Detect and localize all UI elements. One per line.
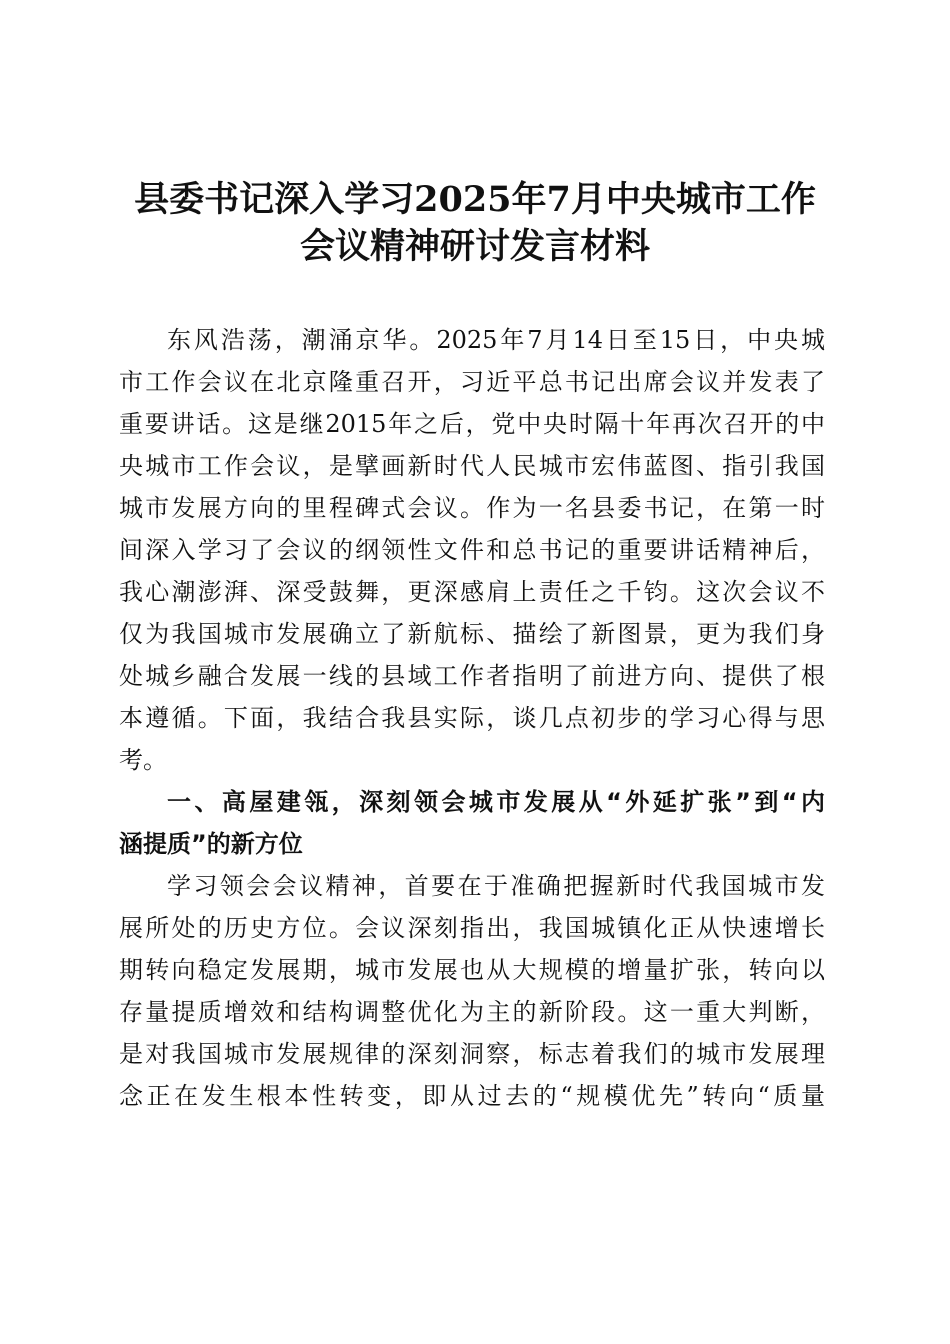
paragraph-line: 念正在发生根本性转变，即从过去的“规模优先”转向“质量 (119, 1082, 825, 1110)
title-line-2: 会议精神研讨发言材料 (299, 226, 650, 267)
paragraph-section-1 (119, 865, 825, 1117)
paragraph-line: 存量提质增效和结构调整优化为主的新阶段。这一重大判断， (119, 998, 825, 1026)
heading-line: 涵提质”的新方位 (119, 830, 303, 858)
paragraph-line: 重要讲话。这是继2015年之后，党中央时隔十年再次召开的中 (119, 410, 825, 438)
paragraph-line: 考。 (119, 746, 167, 774)
title-line-1: 县委书记深入学习2025年7月中央城市工作 (134, 179, 816, 220)
paragraph-line: 市工作会议在北京隆重召开，习近平总书记出席会议并发表了 (119, 368, 825, 396)
paragraph-line: 是对我国城市发展规律的深刻洞察，标志着我们的城市发展理 (119, 1040, 825, 1068)
paragraph-line: 东风浩荡，潮涌京华。2025年7月14日至15日，中央城 (167, 326, 825, 354)
heading-line: 一、高屋建瓴，深刻领会城市发展从“外延扩张”到“内 (167, 788, 825, 816)
paragraph-line: 间深入学习了会议的纲领性文件和总书记的重要讲话精神后， (119, 536, 825, 564)
document-body (119, 319, 825, 1117)
paragraph-intro (119, 319, 825, 781)
paragraph-line: 期转向稳定发展期，城市发展也从大规模的增量扩张，转向以 (119, 956, 825, 984)
paragraph-line: 城市发展方向的里程碑式会议。作为一名县委书记，在第一时 (119, 494, 825, 522)
paragraph-line: 仅为我国城市发展确立了新航标、描绘了新图景，更为我们身 (119, 620, 825, 648)
paragraph-line: 处城乡融合发展一线的县域工作者指明了前进方向、提供了根 (119, 662, 825, 690)
paragraph-line: 本遵循。下面，我结合我县实际，谈几点初步的学习心得与思 (119, 704, 825, 732)
document-title (110, 176, 840, 270)
paragraph-line: 央城市工作会议，是擘画新时代人民城市宏伟蓝图、指引我国 (119, 452, 825, 480)
section-heading-1 (119, 781, 825, 865)
paragraph-line: 学习领会会议精神，首要在于准确把握新时代我国城市发 (167, 872, 825, 900)
paragraph-line: 我心潮澎湃、深受鼓舞，更深感肩上责任之千钧。这次会议不 (119, 578, 825, 606)
paragraph-line: 展所处的历史方位。会议深刻指出，我国城镇化正从快速增长 (119, 914, 825, 942)
